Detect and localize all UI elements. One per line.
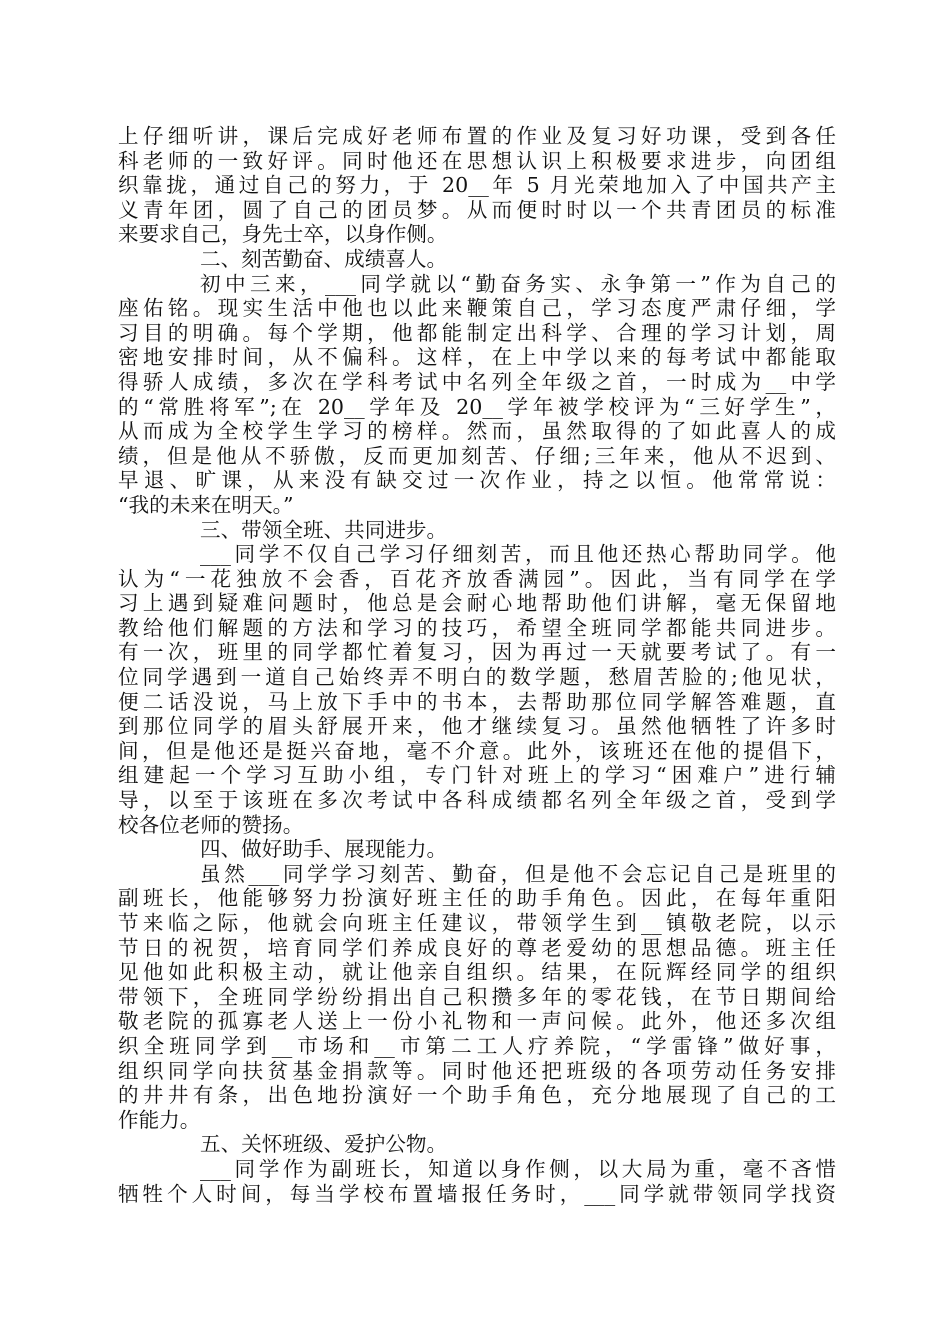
- text-line: 义青年团，圆了自己的团员梦。从而便时时以一个共青团员的标准: [118, 197, 836, 222]
- text-line: 教给他们解题的方法和学习的技巧，希望全班同学都能共同进步。: [118, 615, 836, 640]
- text-line: 认为“一花独放不会香，百花齐放香满园”。因此，当有同学在学: [118, 566, 836, 591]
- text-line: 见他如此积极主动，就让他亲自组织。结果，在阮辉经同学的组织: [118, 960, 836, 985]
- text-line: 虽然___同学学习刻苦、勤奋，但是他不会忘记自己是班里的: [200, 861, 836, 886]
- text-line: 的“常胜将军”;在 20__学年及 20__学年被学校评为“三好学生”，: [118, 394, 836, 419]
- text-line: 来要求自己，身先士卒，以身作侧。: [118, 222, 448, 247]
- text-line: 初中三来，___同学就以“勤奋务实、永争第一”作为自己的: [200, 271, 836, 296]
- text-line: ___同学作为副班长，知道以身作侧，以大局为重，毫不吝惜: [200, 1156, 836, 1181]
- text-line: 便二话没说，马上放下手中的书本，去帮助那位同学解答难题，直: [118, 689, 836, 714]
- text-line: 到那位同学的眉头舒展开来，他才继续复习。虽然他牺牲了许多时: [118, 714, 836, 739]
- text-line: 的井井有条，出色地扮演好一个助手角色，充分地展现了自己的工: [118, 1083, 836, 1108]
- document-page: [118, 124, 836, 1206]
- text-line: 节来临之际，他就会向班主任建议，带领学生到__镇敬老院，以示: [118, 911, 836, 935]
- text-line: 导，以至于该班在多次考试中各科成绩都名列全年级之首，受到学: [118, 788, 836, 813]
- text-line: 织全班同学到__市场和__市第二工人疗养院，“学雷锋”做好事，: [118, 1033, 836, 1058]
- text-line: “我的未来在明天。”: [118, 492, 294, 517]
- section-heading: 二、刻苦勤奋、成绩喜人。: [200, 246, 448, 271]
- text-line: 习目的明确。每个学期，他都能制定出科学、合理的学习计划，周: [118, 320, 836, 345]
- text-line: 密地安排时间，从不偏科。这样，在上中学以来的每考试中都能取: [118, 345, 836, 370]
- text-line: 位同学遇到一道自己始终弄不明白的数学题，愁眉苦脸的;他见状，: [118, 665, 836, 690]
- text-line: 校各位老师的赞扬。: [118, 812, 304, 837]
- text-line: 节日的祝贺，培育同学们养成良好的尊老爱幼的思想品德。班主任: [118, 935, 836, 960]
- text-line: 座佑铭。现实生活中他也以此来鞭策自己，学习态度严肃仔细，学: [118, 296, 836, 321]
- text-line: 从而成为全校学生学习的榜样。然而，虽然取得的了如此喜人的成: [118, 419, 836, 444]
- text-line: 绩，但是他从不骄傲，反而更加刻苦、仔细;三年来，他从不迟到、: [118, 443, 836, 468]
- text-line: 牺牲个人时间，每当学校布置墙报任务时，___同学就带领同学找资: [118, 1181, 836, 1206]
- text-line: 有一次，班里的同学都忙着复习，因为再过一天就要考试了。有一: [118, 640, 836, 665]
- section-heading: 三、带领全班、共同进步。: [200, 517, 448, 542]
- text-line: 组织同学向扶贫基金捐款等。同时他还把班级的各项劳动任务安排: [118, 1058, 836, 1083]
- text-line: 习上遇到疑难问题时，他总是会耐心地帮助他们讲解，毫无保留地: [118, 591, 836, 616]
- section-heading: 四、做好助手、展现能力。: [200, 837, 448, 862]
- text-line: 上仔细听讲，课后完成好老师布置的作业及复习好功课，受到各任: [118, 124, 836, 148]
- text-line: 带领下，全班同学纷纷捐出自己积攒多年的零花钱，在节日期间给: [118, 984, 836, 1009]
- text-line: 得骄人成绩，多次在学科考试中名列全年级之首，一时成为__中学: [118, 369, 836, 394]
- text-line: 组建起一个学习互助小组，专门针对班上的学习“困难户”进行辅: [118, 763, 836, 788]
- section-heading: 五、关怀班级、爱护公物。: [200, 1132, 448, 1157]
- text-line: 敬老院的孤寡老人送上一份小礼物和一声问候。此外，他还多次组: [118, 1009, 836, 1034]
- text-line: ___同学不仅自己学习仔细刻苦，而且他还热心帮助同学。他: [200, 542, 836, 567]
- text-line: 间，但是他还是挺兴奋地，毫不介意。此外，该班还在他的提倡下，: [118, 738, 836, 763]
- text-line: 科老师的一致好评。同时他还在思想认识上积极要求进步，向团组: [118, 148, 836, 173]
- text-line: 副班长，他能够努力扮演好班主任的助手角色。因此，在每年重阳: [118, 886, 836, 911]
- text-line: 织靠拢，通过自己的努力，于 20__年 5 月光荣地加入了中国共产主: [118, 173, 836, 198]
- text-line: 作能力。: [118, 1107, 201, 1132]
- text-line: 早退、旷课，从来没有缺交过一次作业，持之以恒。他常常说：: [118, 468, 836, 493]
